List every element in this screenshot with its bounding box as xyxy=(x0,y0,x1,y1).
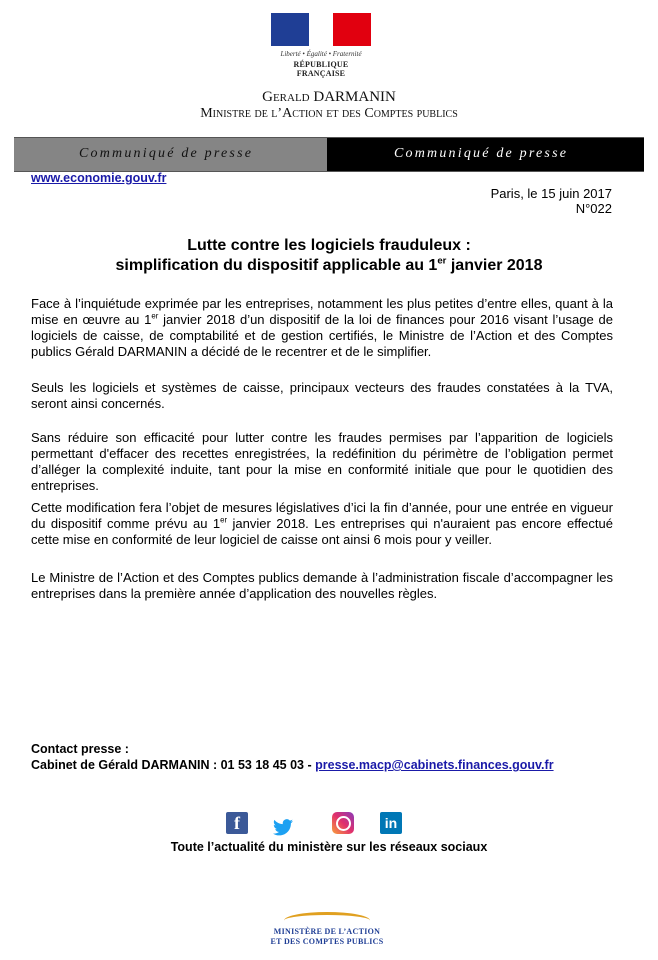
paragraph-2: Seuls les logiciels et systèmes de caisse, principaux vecteurs des fraudes constatées à la TVA, seront ainsi concernés. xyxy=(31,380,613,411)
paragraph-sup: er xyxy=(220,515,228,525)
title-line-1: Lutte contre les logiciels frauduleux : xyxy=(187,237,471,254)
twitter-bird-icon xyxy=(273,819,293,836)
release-date: Paris, le 15 juin 2017 xyxy=(490,186,612,201)
contact-phone: Cabinet de Gérald DARMANIN : 01 53 18 45 03 - xyxy=(31,758,316,772)
republique-francaise-logo xyxy=(271,13,371,78)
linkedin-glyph: in xyxy=(384,815,398,831)
social-caption: Toute l’actualité du ministère sur les réseaux sociaux xyxy=(170,840,488,854)
minister-title: Ministre de l’Action et des Comptes publics xyxy=(200,106,458,121)
twitter-icon[interactable] xyxy=(272,816,294,838)
logo-name: RÉPUBLIQUE FRANÇAISE xyxy=(293,60,349,78)
marianne-flag-icon xyxy=(271,13,371,46)
facebook-glyph: f xyxy=(234,812,240,833)
title-text: janvier 2018 xyxy=(446,257,543,274)
minister-name: Gerald DARMANIN xyxy=(262,89,396,105)
release-number: N°022 xyxy=(575,201,612,216)
title-sup: er xyxy=(437,255,447,267)
paragraph-5: Le Ministre de l’Action et des Comptes publics demande à l’administration fiscale d’accompagner les entreprises dans la première année d’application des nouvelles règles. xyxy=(31,570,613,601)
paragraph-4 xyxy=(31,500,613,548)
paragraph-text: janvier 2018. Les entreprises qui n'auraient pas encore effectué cette mise en conformité de leur logiciel de caisse ont ainsi 6 mois pour y veiller. xyxy=(31,516,613,547)
contact-email-link[interactable]: presse.macp@cabinets.finances.gouv.fr xyxy=(315,758,554,772)
paragraph-text: Cette modification fera l’objet de mesures législatives d’ici la fin d’année, pour une entrée en vigueur du dispositif comme prévu au 1 xyxy=(31,500,613,531)
paragraph-3: Sans réduire son efficacité pour lutter contre les fraudes permises par l’apparition de logiciels permettant d'effacer des recettes enregistrées, la redéfinition du périmètre de l’obligation permet d’alléger la complexité induite, tant pour la mise en conformité initiale que pour le quotidien des entreprises. xyxy=(31,430,613,493)
linkedin-icon[interactable] xyxy=(380,812,402,834)
title-text: simplification du dispositif applicable au 1 xyxy=(115,257,438,274)
paragraph-text: janvier 2018 d’un dispositif de la loi de finances pour 2016 visant l’usage de logiciels de caisse, de comptabilité et de gestion certifiés, le Ministre de l’Action et des Comptes publics Gérald DARMANIN a décidé de le recentrer et de le simplifier. xyxy=(31,312,613,359)
contact-line xyxy=(31,758,554,772)
instagram-icon[interactable] xyxy=(332,812,354,834)
facebook-icon[interactable] xyxy=(226,812,248,834)
paragraph-sup: er xyxy=(151,311,159,321)
banner-left-label: Communiqué de presse xyxy=(79,146,254,161)
title-line-2 xyxy=(0,257,658,275)
press-release-banner xyxy=(14,137,644,172)
contact-label: Contact presse : xyxy=(31,742,129,756)
paragraph-1 xyxy=(31,296,613,360)
website-link[interactable]: www.economie.gouv.fr xyxy=(31,171,167,185)
footer-logo-line-1: MINISTÈRE DE L’ACTION xyxy=(273,927,381,936)
footer-logo-line-2: ET DES COMPTES PUBLICS xyxy=(270,937,384,946)
paragraph-text: Face à l’inquiétude exprimée par les entreprises, notamment les plus petites d’entre elles, quant à la mise en œuvre au 1 xyxy=(31,296,613,327)
ministry-footer-logo xyxy=(262,912,392,952)
banner-right-label: Communiqué de presse xyxy=(394,146,569,161)
logo-motto: Liberté • Égalité • Fraternité xyxy=(280,50,362,58)
